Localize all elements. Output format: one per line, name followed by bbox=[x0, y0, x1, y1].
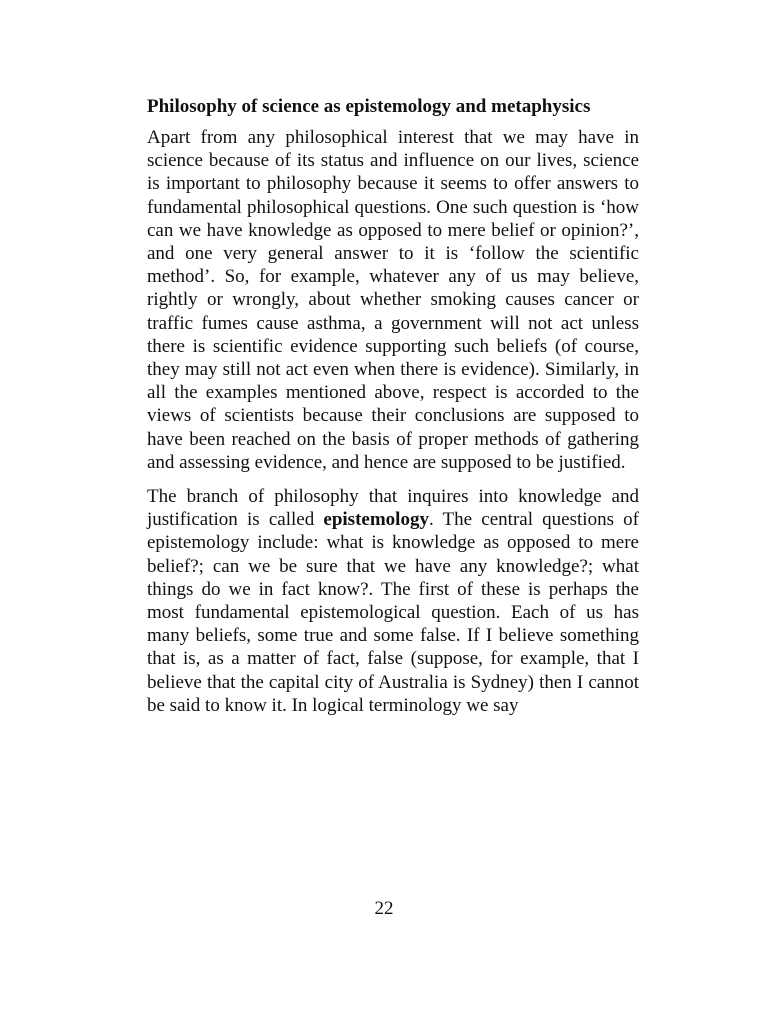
page-body bbox=[147, 95, 639, 728]
paragraph-2-intro: The branch of philosophy that inquires into knowledge and justification is called bbox=[147, 486, 639, 531]
section-heading: Philosophy of science as epistemology and metaphysics bbox=[147, 96, 591, 117]
paragraph-1: Apart from any philosophical interest that we may have in science because of its status and influence on our lives, science is important to philosophy because it seems to offer answers to fundamental philosophical questions. One such question is ‘how can we have knowledge as opposed to mere belief or opinion?’, and one very general answer to it is ‘follow the scientific method’. So, for example, whatever any of us may believe, rightly or wrongly, about whether smoking causes cancer or traffic fumes cause asthma, a government will not act unless there is scientific evidence supporting such beliefs (of course, they may still not act even when there is evidence). Similarly, in all the examples mentioned above, respect is accorded to the views of scientists because their conclusions are supposed to have been reached on the basis of proper methods of gathering and assessing evidence, and hence are supposed to be justified. bbox=[147, 127, 639, 473]
term-epistemology: epistemology bbox=[323, 509, 429, 531]
paragraph-2 bbox=[147, 485, 639, 717]
page-number: 22 bbox=[374, 898, 394, 919]
paragraph-2-rest: . The central questions of epistemology include: what is knowledge as opposed to mere belief?; can we be sure that we have any knowledge?; what things do we in fact know?. The first of these is perhaps the most fundamental epistemological question. Each of us has many beliefs, some true and some false. If I believe something that is, as a matter of fact, false (suppose, for example, that I believe that the capital city of Australia is Sydney) then I cannot be said to know it. In logical terminology we say bbox=[147, 509, 639, 716]
